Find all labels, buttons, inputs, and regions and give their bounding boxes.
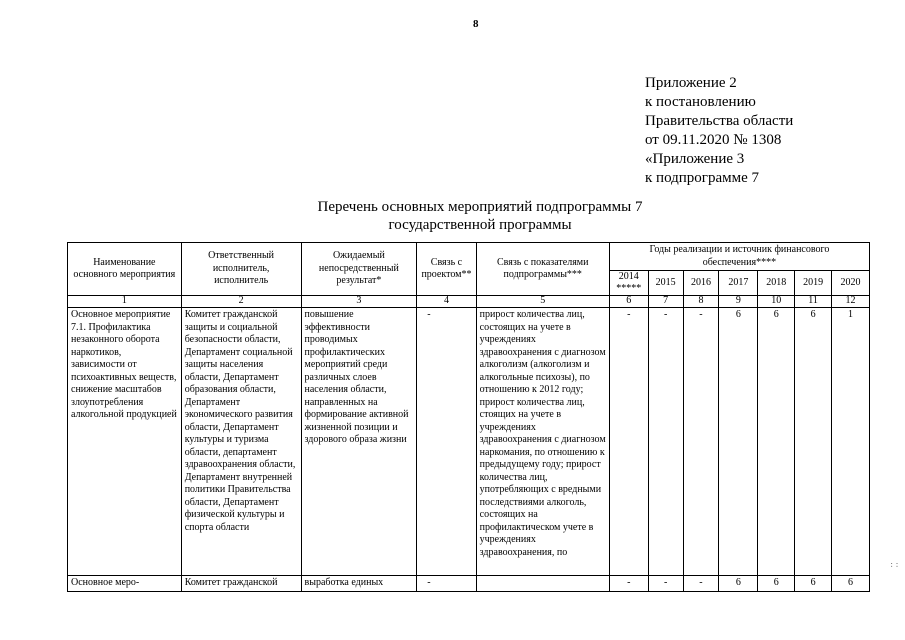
appendix-line: Правительства области <box>645 113 794 129</box>
column-number: 1 <box>68 296 182 308</box>
page-number: 8 <box>473 18 479 30</box>
header-years-group: Годы реализации и источник финансового обеспечения**** <box>609 243 869 271</box>
appendix-block <box>645 74 793 188</box>
row-indicators: прирост количества лиц, состоящих на учете в учреждениях здравоохранения с диагнозом алкоголизм (алкоголизм и алкогольные психозы), по отношению к 2012 году; прирост количества лиц, стоящих на учете в учреждениях здравоохранения с диагнозом наркомания, по отношению к предыдущему году; прирост количества лиц, употребляющих с вредными последствиями алкоголь, состоящих на профилактическом учете в учреждениях здравоохранения, по <box>476 308 609 576</box>
row-value-2018: 6 <box>758 576 795 592</box>
year-2017: 2017 <box>719 271 758 296</box>
row-responsible: Комитет гражданской защиты и социальной безопасности области, Департамент социальной защиты населения области, Департамент образования области, Департамент экономического развития области, Департамент культуры и туризма области, департамент здравоохранения области, Департамент внутренней политики Правительства области, Департамент физической культуры и спорта области <box>181 308 301 576</box>
row-value-2019: 6 <box>795 308 832 576</box>
row-responsible: Комитет гражданской <box>181 576 301 592</box>
column-number: 12 <box>832 296 870 308</box>
row-name: Основное мероприятие 7.1. Профилактика незаконного оборота наркотиков, зависимости от психоактивных веществ, снижение масштабов злоупотребления алкогольной продукцией <box>68 308 182 576</box>
column-number: 10 <box>758 296 795 308</box>
column-number: 5 <box>476 296 609 308</box>
row-result: выработка единых <box>301 576 417 592</box>
row-indicators <box>476 576 609 592</box>
row-value-2014: - <box>609 576 648 592</box>
row-project: - <box>417 308 476 576</box>
column-number: 9 <box>719 296 758 308</box>
column-number: 4 <box>417 296 476 308</box>
header-result: Ожидаемый непосредственный результат* <box>301 243 417 296</box>
column-number: 2 <box>181 296 301 308</box>
appendix-line: к подпрограмме 7 <box>645 170 759 186</box>
appendix-line: к постановлению <box>645 94 756 110</box>
year-2016: 2016 <box>683 271 719 296</box>
row-name: Основное меро- <box>68 576 182 592</box>
column-number-row <box>68 296 870 308</box>
appendix-line: Приложение 2 <box>645 75 737 91</box>
header-responsible: Ответственный исполнитель, исполнитель <box>181 243 301 296</box>
row-value-2016: - <box>683 308 719 576</box>
title-line-1: Перечень основных мероприятий подпрограммы 7 <box>317 199 643 215</box>
row-value-2018: 6 <box>758 308 795 576</box>
row-value-2015: - <box>648 308 683 576</box>
measures-table <box>67 242 870 592</box>
column-number: 3 <box>301 296 417 308</box>
row-value-2020: 1 <box>832 308 870 576</box>
appendix-line: от 09.11.2020 № 1308 <box>645 132 782 148</box>
row-value-2016: - <box>683 576 719 592</box>
document-title <box>290 198 670 234</box>
header-name: Наименование основного мероприятия <box>68 243 182 296</box>
header-indicators: Связь с показателями подпрограммы*** <box>476 243 609 296</box>
row-value-2015: - <box>648 576 683 592</box>
row-value-2017: 6 <box>719 576 758 592</box>
header-row-1 <box>68 243 870 271</box>
title-line-2: государственной программы <box>388 217 572 233</box>
year-2020: 2020 <box>832 271 870 296</box>
row-project: - <box>417 576 476 592</box>
table-row <box>68 576 870 592</box>
header-projects: Связь с проектом** <box>417 243 476 296</box>
column-number: 6 <box>609 296 648 308</box>
column-number: 11 <box>795 296 832 308</box>
row-value-2017: 6 <box>719 308 758 576</box>
year-2019: 2019 <box>795 271 832 296</box>
column-number: 7 <box>648 296 683 308</box>
page-edge-mark: ⁚⁚ <box>889 562 899 568</box>
table-row <box>68 308 870 576</box>
appendix-line: «Приложение 3 <box>645 151 745 167</box>
year-2014: 2014 ***** <box>609 271 648 296</box>
row-value-2020: 6 <box>832 576 870 592</box>
column-number: 8 <box>683 296 719 308</box>
row-result: повышение эффективности проводимых профилактических мероприятий среди различных слоев населения области, направленных на формирование активной жизненной позиции и здорового образа жизни <box>301 308 417 576</box>
year-2015: 2015 <box>648 271 683 296</box>
row-value-2014: - <box>609 308 648 576</box>
year-2018: 2018 <box>758 271 795 296</box>
row-value-2019: 6 <box>795 576 832 592</box>
